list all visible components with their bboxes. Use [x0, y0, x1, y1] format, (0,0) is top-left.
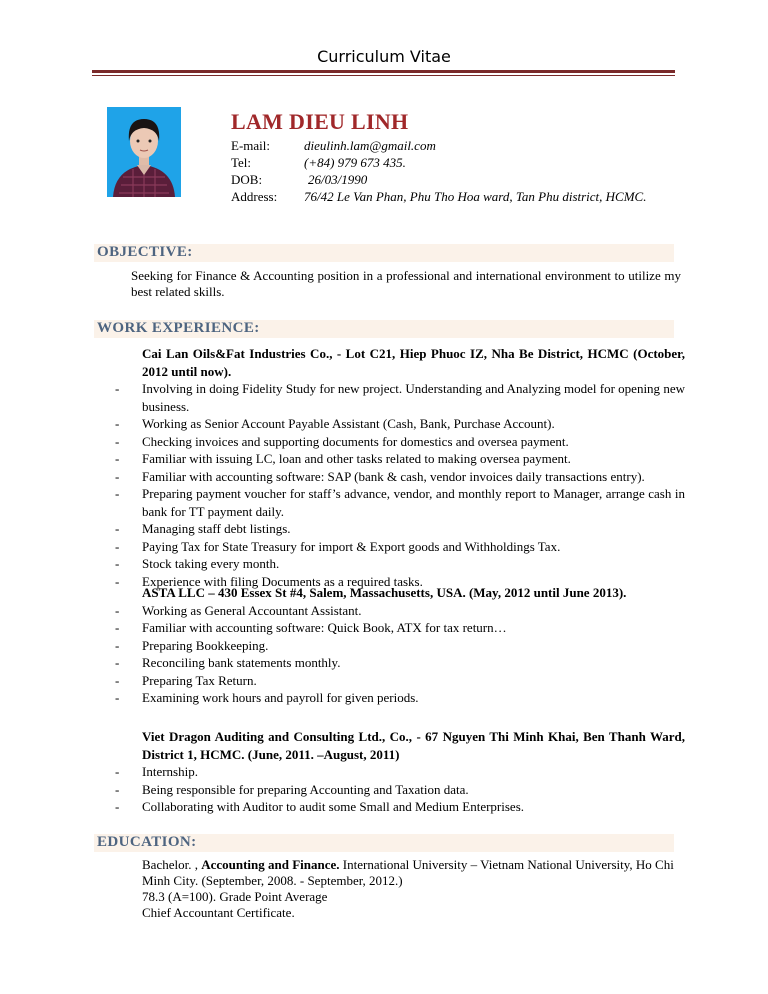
list-item: [115, 672, 685, 690]
list-item-text: Internship.: [142, 764, 198, 779]
list-item: [115, 763, 685, 781]
list-item: [115, 520, 685, 538]
candidate-name: LAM DIEU LINH: [231, 109, 409, 134]
header-rule-thin: [92, 75, 675, 76]
list-item-text: Stock taking every month.: [142, 556, 280, 571]
list-item: [115, 450, 685, 468]
list-item: [115, 689, 685, 707]
contact-label: Address:: [231, 189, 278, 204]
gpa-line: 78.3 (A=100). Grade Point Average: [142, 889, 328, 904]
list-item-text: Involving in doing Fidelity Study for new project. Understanding and Analyzing model for opening new business.: [142, 381, 685, 414]
list-item-text: Preparing payment voucher for staff’s advance, vendor, and monthly report to Manager, arrange cash in bank for TT payment daily.: [142, 486, 685, 519]
bullet-dash: -: [115, 433, 120, 449]
list-item: [115, 637, 685, 655]
bullet-dash: -: [115, 468, 120, 484]
list-item-text: Familiar with accounting software: Quick Book, ATX for tax return…: [142, 620, 507, 635]
list-item: [115, 433, 685, 451]
dob-value: 26/03/1990: [308, 172, 368, 187]
company-name: Viet Dragon Auditing and Consulting Ltd., Co., - 67 Nguyen Thi Minh Khai, Ben Thanh Ward, District 1, HCMC. (June, 2011. –August, 2011): [142, 729, 685, 762]
list-item: [115, 538, 685, 556]
bullet-dash: -: [115, 573, 120, 589]
bullet-dash: -: [115, 538, 120, 554]
email-value: dieulinh.lam@gmail.com: [304, 138, 436, 153]
list-item: [115, 555, 685, 573]
list-item-text: Managing staff debt listings.: [142, 521, 291, 536]
bullet-dash: -: [115, 416, 120, 431]
contact-dob: [231, 171, 646, 188]
list-item: [115, 781, 685, 799]
bullet-dash: -: [115, 451, 120, 466]
contact-tel: [231, 154, 646, 171]
contact-email: [231, 137, 646, 154]
list-item: [115, 619, 685, 637]
list-item: [115, 798, 685, 816]
list-item: [115, 654, 685, 672]
contact-details: [231, 137, 646, 205]
list-item-text: Working as General Accountant Assistant.: [142, 602, 362, 618]
address-value: 76/42 Le Van Phan, Phu Tho Hoa ward, Tan Phu district, HCMC.: [304, 189, 647, 204]
bullet-dash: -: [115, 690, 120, 705]
work-job-1: [115, 345, 685, 590]
company-name: ASTA LLC – 430 Essex St #4, Salem, Massachusetts, USA. (May, 2012 until June 2013).: [142, 585, 627, 600]
bullet-dash: -: [115, 764, 120, 779]
list-item-text: Reconciling bank statements monthly.: [142, 655, 341, 670]
bullet-dash: -: [115, 486, 120, 501]
work-heading: WORK EXPERIENCE:: [97, 320, 260, 336]
objective-text: Seeking for Finance & Accounting position in a professional and international environment to utilize my best related skills.: [131, 268, 681, 299]
education-heading: EDUCATION:: [97, 834, 197, 850]
list-item-text: Familiar with issuing LC, loan and other tasks related to making oversea payment.: [142, 451, 571, 466]
education-details: [142, 857, 682, 921]
work-job-3: [115, 728, 685, 816]
list-item: [115, 468, 685, 486]
work-job-2: [115, 584, 685, 707]
bullet-dash: -: [115, 521, 120, 536]
list-item-text: Familiar with accounting software: SAP (bank & cash, vendor invoices daily transactions entry).: [142, 468, 645, 484]
contact-label: E-mail:: [231, 138, 270, 153]
header-rule: [92, 70, 675, 73]
list-item-text: Checking invoices and supporting documents for domestics and oversea payment.: [142, 433, 569, 449]
certificate-line: Chief Accountant Certificate.: [142, 905, 295, 920]
bullet-dash: -: [115, 781, 120, 797]
list-item-text: Being responsible for preparing Accounting and Taxation data.: [142, 781, 469, 797]
contact-label: DOB:: [231, 172, 263, 187]
tel-value: (+84) 979 673 435.: [304, 155, 406, 170]
contact-address: [231, 188, 646, 205]
list-item-text: Preparing Tax Return.: [142, 672, 257, 688]
profile-photo: [107, 107, 181, 197]
list-item-text: Examining work hours and payroll for given periods.: [142, 690, 419, 705]
person-portrait-icon: [107, 107, 181, 197]
degree-prefix: Bachelor. ,: [142, 857, 202, 872]
bullet-dash: -: [115, 620, 120, 635]
list-item: [115, 602, 685, 620]
list-item-text: Collaborating with Auditor to audit some Small and Medium Enterprises.: [142, 799, 525, 814]
objective-heading: OBJECTIVE:: [97, 244, 193, 260]
bullet-dash: -: [115, 381, 120, 396]
bullet-dash: -: [115, 655, 120, 670]
bullet-dash: -: [115, 799, 120, 814]
bullet-dash: -: [115, 672, 120, 688]
bullet-dash: -: [115, 556, 120, 571]
list-item-text: Paying Tax for State Treasury for import & Export goods and Withholdings Tax.: [142, 538, 561, 554]
list-item-text: Preparing Bookkeeping.: [142, 637, 269, 653]
page-title: Curriculum Vitae: [317, 47, 451, 66]
bullet-dash: -: [115, 602, 120, 618]
degree-line: [142, 857, 682, 889]
list-item-text: Experience with filing Documents as a required tasks.: [142, 573, 423, 589]
degree-institution: International University – Vietnam National University, Ho Chi Minh City. (September, 2008. - September, 2012.): [142, 857, 674, 888]
list-item: [115, 485, 685, 520]
list-item: [115, 380, 685, 415]
bullet-dash: -: [115, 637, 120, 653]
list-item: [115, 415, 685, 433]
contact-label: Tel:: [231, 155, 252, 170]
list-item-text: Working as Senior Account Payable Assistant (Cash, Bank, Purchase Account).: [142, 416, 555, 431]
degree-field: Accounting and Finance.: [201, 857, 340, 872]
company-name: Cai Lan Oils&Fat Industries Co., - Lot C21, Hiep Phuoc IZ, Nha Be District, HCMC (October, 2012 until now).: [142, 346, 685, 379]
